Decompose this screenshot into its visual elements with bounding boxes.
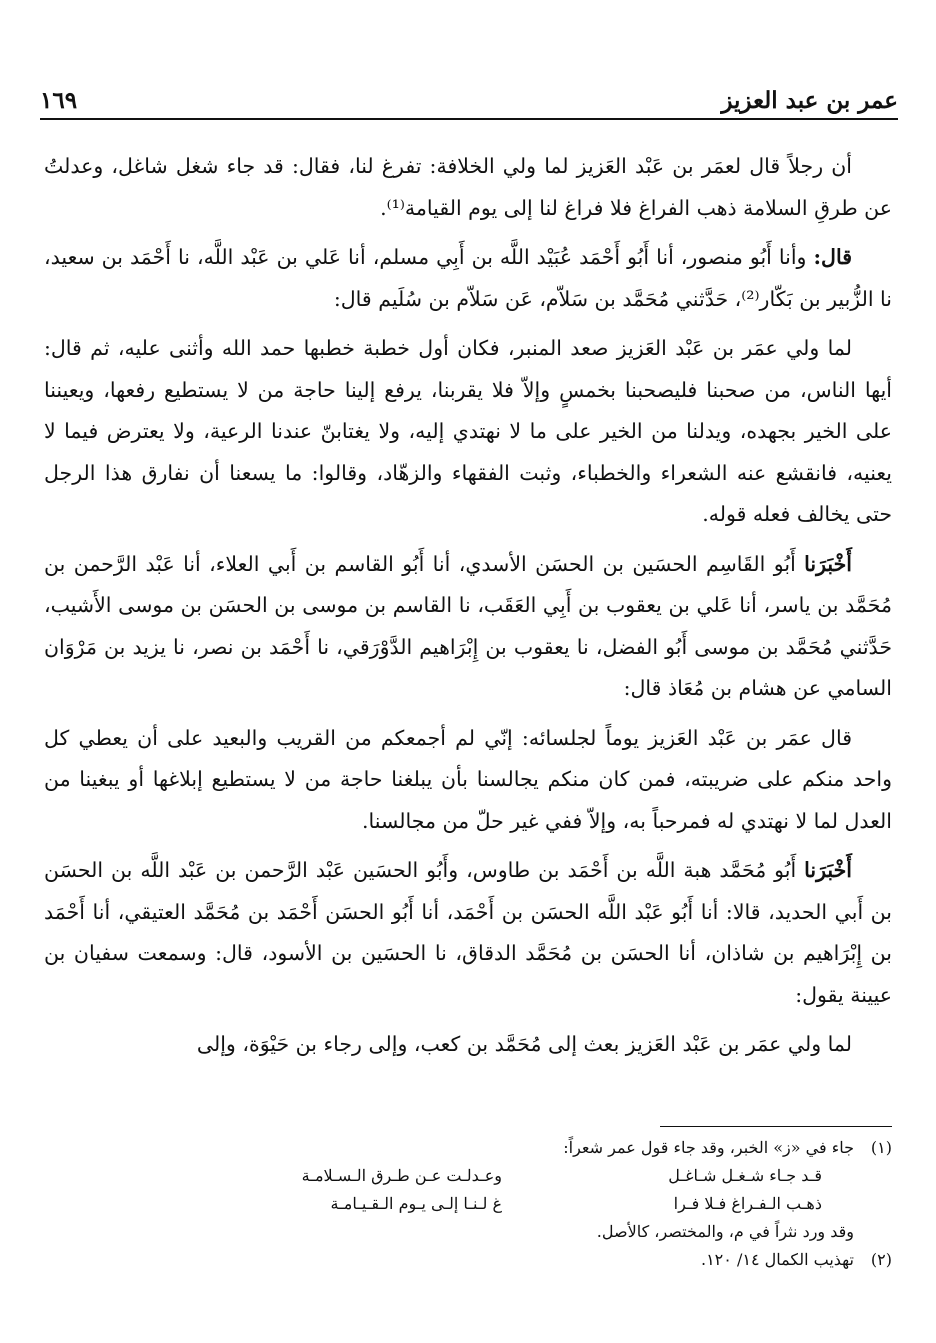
verse-hemistich: غ لـنـا إلـى يـوم الـقـيـامـة: [330, 1194, 502, 1213]
paragraph-7: [44, 1024, 892, 1066]
paragraph-text: وأنا أَبُو منصور، أنا أَبُو أَحْمَد عُبَيْد اللَّه بن أَبِي مسلم، أنا عَلي بن عَبْد اللَّه، نا أَحْمَد بن سعيد، نا الزُّبير بن بَكّار⁽²⁾، حَدَّثني مُحَمَّد بن سَلاّم، عَن سَلاّم بن سُلَيم قال:: [44, 245, 892, 311]
paragraph-2: [44, 237, 892, 320]
footnote-2: [44, 1246, 892, 1274]
paragraph-text: أن رجلاً قال لعمَر بن عَبْد العَزيز لما ولي الخلافة: تفرغ لنا، فقال: قد جاء شغل شاغل، وعدلتُ عن طرقِ السلامة ذهب الفراغ فلا فراغ لنا إلى يوم القيامة⁽¹⁾.: [44, 154, 892, 220]
paragraph-lead: أَخْبَرَنا: [804, 551, 852, 576]
footnote-text: جاء في «ز» الخبر، وقد جاء قول عمر شعراً:: [563, 1138, 854, 1157]
running-title: عمر بن عبد العزيز: [721, 87, 898, 114]
footnote-text: تهذيب الكمال ١٤/ ١٢٠.: [700, 1250, 854, 1269]
footnotes: [44, 1134, 892, 1274]
footnote-number: (٢): [870, 1250, 892, 1269]
footnote-note: وقد ورد نثراً في م، والمختصر، كالأصل.: [596, 1222, 854, 1241]
paragraph-1: [44, 146, 892, 229]
paragraph-text: أَبُو القَاسِم الحسَين بن الحسَن الأسدي، أنا أَبُو القاسم بن أَبي العلاء، أنا عَبْد الرَّحمن بن مُحَمَّد بن ياسر، أنا عَلي بن يعقوب بن أَبِي العَقَب، نا القاسم بن موسى بن الحسَن بن موسى الأَشيب، حَدَّثني مُحَمَّد بن موسى أَبُو الفضل، نا يعقوب بن إِبْرَاهيم الدَّوْرَقي، نا أَحْمَد بن نصر، نا يزيد بن مَرْوَان السامي عن هشام بن مُعَاذ قال:: [44, 551, 892, 700]
paragraph-text: أَبُو مُحَمَّد هبة اللَّه بن أَحْمَد بن طاوس، وأَبُو الحسَين عَبْد الرَّحمن بن عَبْد اللَّه بن الحسَن بن أَبي الحديد، قالا: أنا أَبُو عَبْد اللَّه الحسَن بن أَحْمَد، أنا أَبُو الحسَن أَحْمَد بن مُحَمَّد العتيقي، أنا أَحْمَد بن إِبْرَاهيم بن شاذان، أنا الحسَن بن مُحَمَّد الدقاق، نا الحسَين بن الأسود، قال: وسمعت سفيان بن عيينة يقول:: [44, 858, 892, 1007]
paragraph-lead: قال:: [813, 245, 852, 269]
paragraph-text: قال عمَر بن عَبْد العَزيز يوماً لجلسائه: إنّي لم أجمعكم من القريب والبعيد على أن يعطي كل واحد منكم على ضريبته، فمن كان منكم يجالسنا بأن يبلغنا حاجة من لا يستطيع إبلاغها أو يبغينا من العدل لما لا نهتدي له فمرحباً به، وإلاّ ففي غير حلّ من مجالسنا.: [44, 725, 892, 833]
paragraph-5: [44, 718, 892, 843]
page-header: [40, 84, 898, 120]
verse-hemistich: وعـدلـت عـن طـرق الـسـلامـة: [301, 1166, 502, 1185]
paragraph-3: [44, 328, 892, 536]
page-number: ١٦٩: [40, 87, 78, 114]
paragraph-4: [44, 544, 892, 710]
footnote-1: [44, 1134, 892, 1162]
main-text: [44, 146, 892, 1074]
paragraph-text: لما ولي عمَر بن عَبْد العَزيز صعد المنبر، فكان أول خطبة خطبها حمد الله وأثنى عليه، ثم قال: أيها الناس، من صحبنا فليصحبنا بخمسٍ وإلاّ فلا يقربنا، يرفع إلينا حاجة من لا يستطيع رفعها، ويعيننا على الخير بجهده، ويدلنا من الخير على ما لا نهتدي إليه، ولا يغتابنّ عندنا الرعية، ولا يعترض فيما لا يعنيه، فانقشع عنه الشعراء والخطباء، وثبت الفقهاء والزهّاد، وقالوا: ما يسعنا أن نفارق هذا الرجل حتى يخالف فعله قوله.: [44, 336, 892, 526]
paragraph-lead: أَخْبَرَنا: [804, 858, 852, 882]
poem-verses: [44, 1162, 822, 1218]
footnote-number: (١): [870, 1138, 892, 1157]
paragraph-6: [44, 850, 892, 1016]
verse-hemistich: ذهـب الـفـراغ فـلا فـرا: [673, 1194, 822, 1213]
verse-hemistich: قـد جـاء شـغـل شـاغـل: [668, 1166, 822, 1185]
paragraph-text: لما ولي عمَر بن عَبْد العَزيز بعث إلى مُحَمَّد بن كعب، وإلى رجاء بن حَيْوَة، وإلى: [196, 1032, 852, 1056]
footnote-divider: [660, 1126, 892, 1127]
